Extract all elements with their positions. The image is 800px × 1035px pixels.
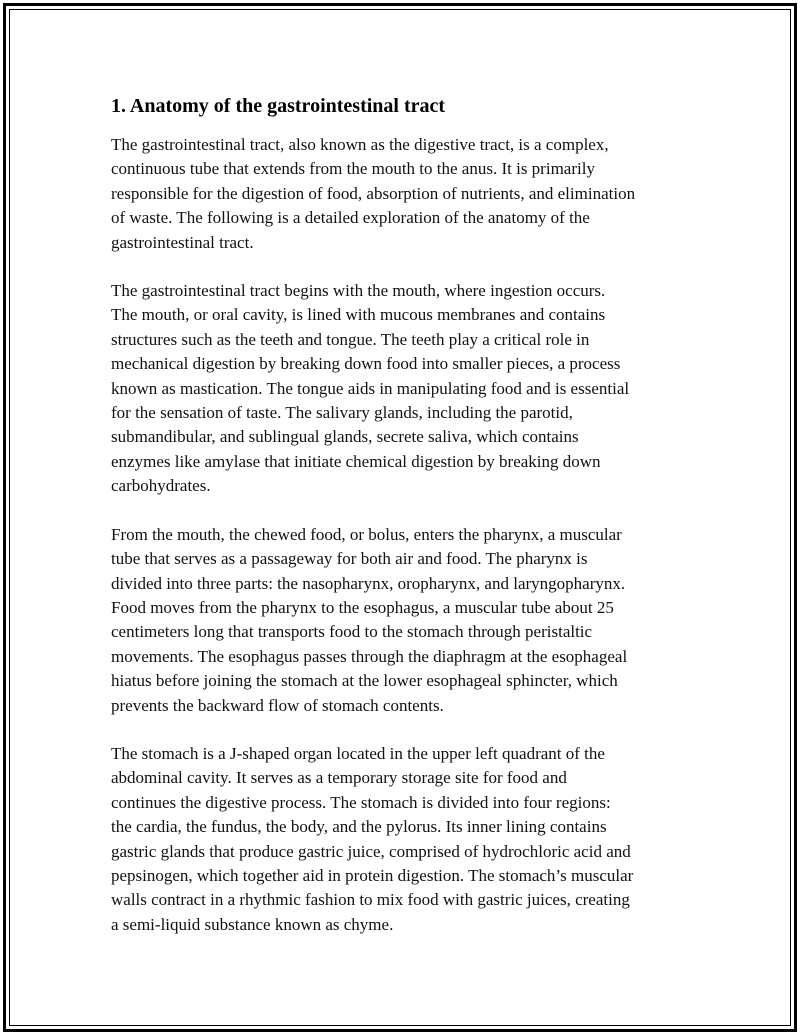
paragraph-pharynx-esophagus: From the mouth, the chewed food, or bolus, enters the pharynx, a muscular tube that serves as a passageway for both air and food. The pharynx is divided into three parts: the nasopharynx, oropharynx, and laryngopharynx. Food moves from the pharynx to the esophagus, a muscular tube about 25 centimeters long that transports food to the stomach through peristaltic movements. The esophagus passes through the diaphragm at the esophageal hiatus before joining the stomach at the lower esophageal sphincter, which prevents the backward flow of stomach contents. <box>111 524 628 715</box>
paragraph-stomach: The stomach is a J-shaped organ located in the upper left quadrant of the abdominal cavity. It serves as a temporary storage site for food and continues the digestive process. The stomach is divided into four regions: the cardia, the fundus, the body, and the pylorus. Its inner lining contains gastric glands that produce gastric juice, comprised of hydrochloric acid and pepsinogen, which together aid in protein digestion. The stomach’s muscular walls contract in a rhythmic fashion to mix food with gastric juices, creating a semi-liquid substance known as chyme. <box>111 743 634 934</box>
document-body <box>111 92 691 961</box>
paragraph-intro: The gastrointestinal tract, also known as the digestive tract, is a complex, continuous tube that extends from the mouth to the anus. It is primarily responsible for the digestion of food, absorption of nutrients, and elimination of waste. The following is a detailed exploration of the anatomy of the gastrointestinal tract. <box>111 135 636 252</box>
paragraph-mouth: The gastrointestinal tract begins with the mouth, where ingestion occurs. The mouth, or oral cavity, is lined with mucous membranes and contains structures such as the teeth and tongue. The teeth play a critical role in mechanical digestion by breaking down food into smaller pieces, a process known as mastication. The tongue aids in manipulating food and is essential for the sensation of taste. The salivary glands, including the parotid, submandibular, and sublingual glands, secrete saliva, which contains enzymes like amylase that initiate chemical digestion by breaking down carbohydrates. <box>111 281 630 496</box>
section-heading: 1. Anatomy of the gastrointestinal tract <box>111 95 446 117</box>
